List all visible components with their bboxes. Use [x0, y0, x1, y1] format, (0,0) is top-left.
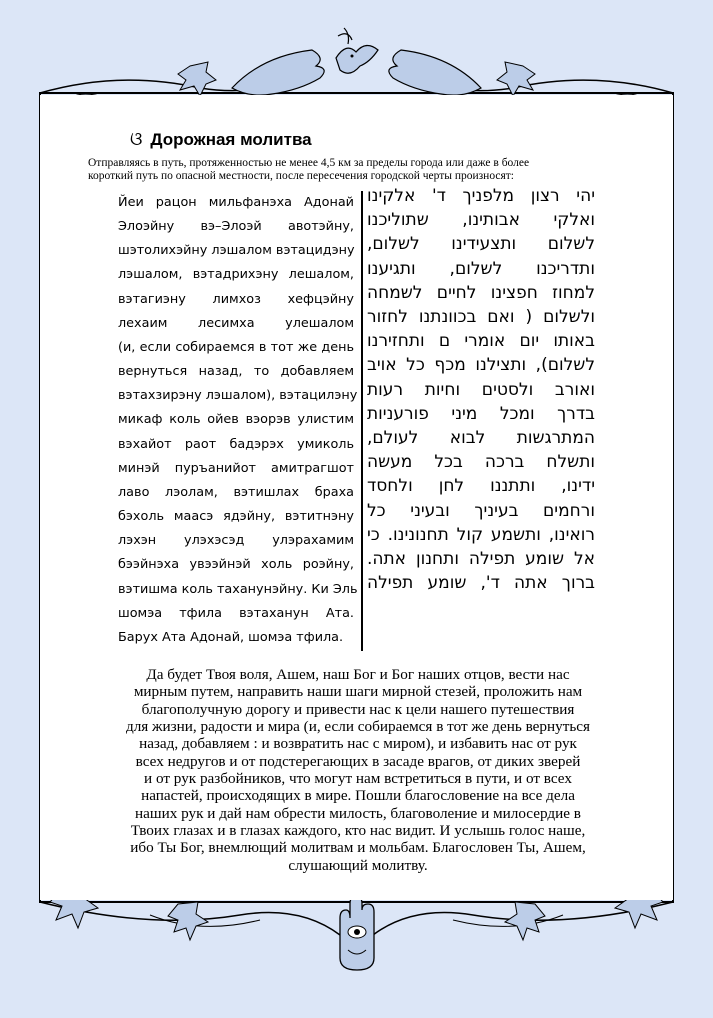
transliteration-line: минэй пуръанийот амитрагшот — [118, 460, 354, 476]
translation-line: для жизни, радости и мира (и, если собираемся в тот же день вернуться — [125, 718, 591, 736]
hebrew-line: באותו יום אומרי ם ותחזירנו — [367, 331, 595, 352]
transliteration-line: лехаим лесимха улешалом — [118, 315, 354, 331]
transliteration-line: вэтахзирэну лэшалом), вэтацилэну — [118, 388, 358, 404]
transliteration-line: (и, если собираемся в тот же день — [118, 339, 354, 355]
translation-line: назад, добавляем : и возвратить нас с миром), и избавить нас от рук — [139, 735, 577, 753]
column-divider — [361, 191, 363, 651]
intro-line: короткий путь по опасной местности, после пересечения городской черты произносят: — [88, 169, 514, 182]
hebrew-line: ותשלח ברכה בכל מעשה — [367, 452, 595, 473]
hebrew-line: ותדריכנו לשלום, ותגיענו — [367, 258, 595, 279]
translation-text — [112, 666, 604, 874]
hebrew-line: ברוך אתה ד', שומע תפילה — [367, 573, 595, 594]
translation-line: всех недругов и от подстерегающих в засаде врагов, от диких зверей — [135, 752, 581, 770]
hebrew-line: לשלום), ותצילנו מכף כל אויב — [367, 355, 595, 376]
title-ornament-icon: ଓ — [130, 129, 143, 150]
transliteration-line: вэтагиэну лимхоз хефцэйну — [118, 291, 354, 307]
translation-line: Да будет Твоя воля, Ашем, наш Бог и Бог наших отцов, вести нас — [146, 666, 570, 683]
transliteration-line: вэтишма коль таханунэйну. Ки Эль — [118, 581, 358, 597]
intro-text — [88, 157, 608, 182]
hebrew-line: ידינו, ותתננו לחן ולחסד — [367, 476, 595, 497]
hebrew-line: ורחמים בעיניך ובעיני כל — [367, 500, 595, 521]
page-title: Дорожная молитва — [150, 129, 312, 149]
transliteration-line: бэхоль маасэ ядэйну, вэтитнэну — [118, 509, 354, 525]
transliteration-line: бээйнэха увээйнэй холь роэйну, — [118, 557, 354, 573]
hamsa-icon — [340, 896, 374, 970]
translation-line: слушающий молитву. — [288, 856, 428, 874]
transliteration-line: шэтолихэйну лэшалом вэтацидэну — [118, 243, 355, 259]
hebrew-line: רואינו, ותשמע קול תחנונינו. כי — [367, 524, 595, 545]
hebrew-line: המתרגשות לבוא לעולם, — [367, 428, 595, 449]
hebrew-line: למחוז חפצינו לחיים לשמחה — [367, 282, 595, 303]
hebrew-column — [367, 184, 595, 595]
hebrew-line: ואלקי אבותינו, שתוליכנו — [367, 210, 595, 231]
transliteration-line: лэшалом, вэтадрихэну лешалом, — [118, 267, 354, 283]
transliteration-column — [118, 191, 358, 650]
hebrew-line: אל שומע תפילה ותחנון אתה. — [367, 549, 595, 570]
dove-icon — [336, 28, 378, 73]
title-row — [130, 129, 312, 150]
transliteration-line: шомэа тфила вэтаханун Ата. — [118, 605, 354, 621]
transliteration-line: Йеи рацон мильфанэха Адонай — [118, 195, 354, 210]
translation-line: наших рук и дай нам обрести милость, благоволение и милосердие в — [135, 804, 581, 822]
transliteration-line: микаф коль ойев вэорэв улистим — [118, 412, 354, 428]
transliteration-line: лаво лэолам, вэтишлах браха — [118, 484, 354, 500]
translation-line: ибо Ты Бог, внемлющий молитвам и мольбам. Благословен Ты, Ашем, — [130, 839, 586, 857]
hebrew-line: לשלום ותצעידינו לשלום, — [367, 234, 595, 255]
hebrew-line: בדרך ומכל מיני פורעניות — [367, 403, 595, 424]
translation-line: Твоих глазах и в глазах каждого, кто нас видит. И услышь голос наше, — [130, 822, 586, 840]
hebrew-line: ואורב ולסטים וחיות רעות — [367, 379, 595, 400]
transliteration-line: лэхэн улэхэсэд улэрахамим — [118, 533, 354, 549]
transliteration-line: Барух Ата Адонай, шомэа тфила. — [118, 629, 344, 645]
intro-line: Отправляясь в путь, протяженностью не менее 4,5 км за пределы города или даже в более — [88, 157, 530, 169]
translation-line: и от рук разбойников, что могут нам встретиться в пути, и от всех — [144, 770, 572, 788]
transliteration-line: Элоэйну вэ–Элоэй авотэйну, — [118, 219, 354, 235]
translation-line: напастей, происходящих в мире. Пошли благословение на все дела — [141, 787, 575, 805]
hebrew-line: יהי רצון מלפניך ד' אלקינו — [367, 186, 595, 206]
transliteration-line: вэхайот раот бадэрэх умиколь — [118, 436, 354, 452]
translation-line: мирным путем, направить наши шаги мирной стезей, проложить нам — [133, 683, 583, 701]
hebrew-line: ולשלום ( ואם בכוונתנו לחזור — [367, 307, 595, 328]
translation-line: благополучную дорогу и привести нас к цели нашего путешествия — [141, 700, 575, 718]
transliteration-line: вернуться назад, то добавляем — [118, 364, 354, 380]
